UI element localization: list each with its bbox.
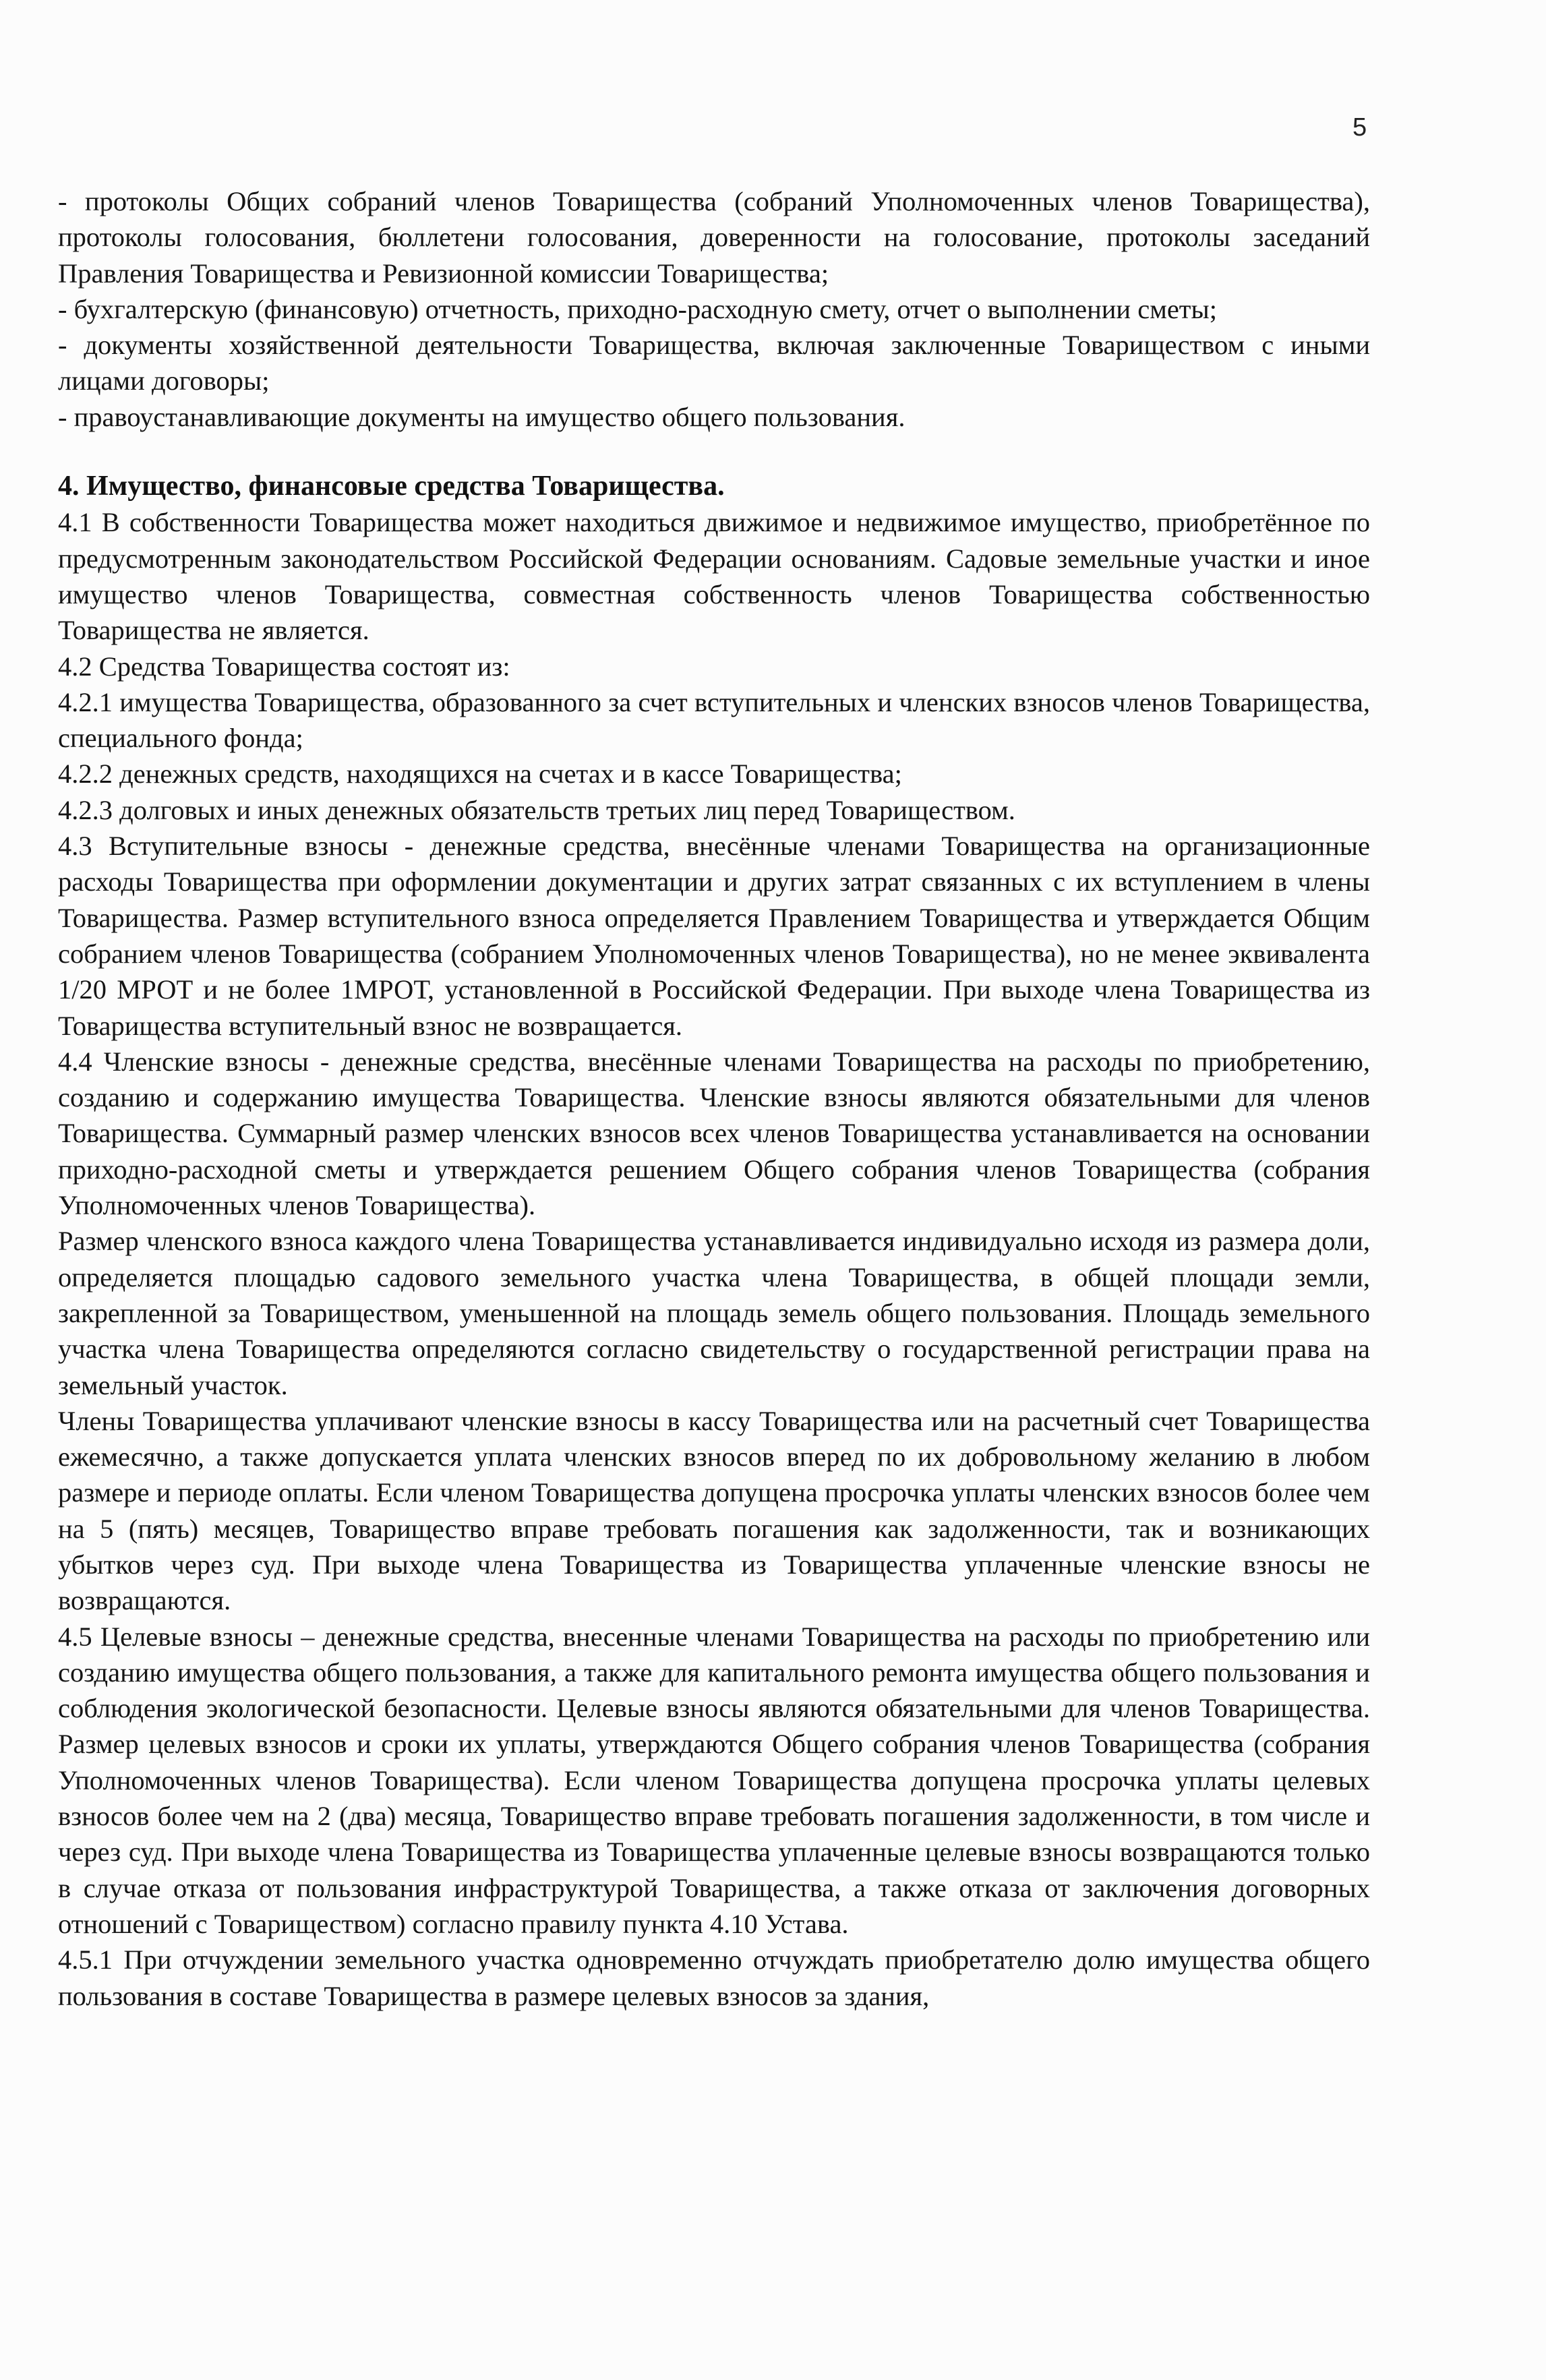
paragraph-4-2-3: 4.2.3 долговых и иных денежных обязательств третьих лиц перед Товариществом. — [58, 794, 1015, 825]
intro-item-accounting: - бухгалтерскую (финансовую) отчетность, приходно-расходную смету, отчет о выполнении сметы; — [58, 293, 1217, 324]
paragraph-4-2-2: 4.2.2 денежных средств, находящихся на счетах и в кассе Товарищества; — [58, 758, 902, 790]
page-number: 5 — [1352, 113, 1367, 142]
paragraph-4-3: 4.3 Вступительные взносы - денежные средства, внесённые членами Товарищества на организационные расходы Товарищества при оформлении документации и других затрат связанных с их вступлением в члены Товарищества. Размер вступительного взноса определяется Правлением Товарищества и утверждается Общим собранием членов Товарищества (собранием Уполномоченных членов Товарищества), но не менее эквивалента 1/20 МРОТ и не более 1МРОТ, установленной в Российской Федерации. При выходе члена Товарищества из Товарищества вступительный взнос не возвращается. — [58, 831, 1370, 1041]
document-body — [58, 183, 1370, 2014]
section-heading: 4. Имущество, финансовые средства Товарищества. — [58, 471, 725, 502]
intro-item-business-documents: - документы хозяйственной деятельности Товарищества, включая заключенные Товариществом с иными лицами договоры; — [58, 330, 1370, 396]
paragraph-4-5-1: 4.5.1 При отчуждении земельного участка одновременно отчуждать приобретателю долю имущества общего пользования в составе Товарищества в размере целевых взносов за здания, — [58, 1944, 1370, 2011]
intro-item-title-documents: - правоустанавливающие документы на имущество общего пользования. — [58, 401, 905, 432]
paragraph-4-2: 4.2 Средства Товарищества состоят из: — [58, 651, 510, 682]
paragraph-4-4: 4.4 Членские взносы - денежные средства, внесённые членами Товарищества на расходы по приобретению, созданию и содержанию имущества Товарищества. Членские взносы являются обязательными для членов Товарищества. Суммарный размер членских взносов всех членов Товарищества устанавливается на основании приходно-расходной сметы и утверждается решением Общего собрания членов Товарищества (собрания Уполномоченных членов Товарищества). — [58, 1046, 1370, 1221]
paragraph-4-5: 4.5 Целевые взносы – денежные средства, внесенные членами Товарищества на расходы по приобретению или созданию имущества общего пользования, а также для капитального ремонта имущества общего пользования и соблюдения экологической безопасности. Целевые взносы являются обязательными для членов Товарищества. Размер целевых взносов и сроки их уплаты, утверждаются Общего собрания членов Товарищества (собрания Уполномоченных членов Товарищества). Если членом Товарищества допущена просрочка уплаты целевых взносов более чем на 2 (два) месяца, Товарищество вправе требовать погашения задолженности, в том числе и через суд. При выходе члена Товарищества из Товарищества уплаченные целевые взносы возвращаются только в случае отказа от пользования инфраструктурой Товарищества, а также отказа от заключения договорных отношений с Товариществом) согласно правилу пункта 4.10 Устава. — [58, 1621, 1370, 1939]
paragraph-4-2-1: 4.2.1 имущества Товарищества, образованного за счет вступительных и членских взносов членов Товарищества, специального фонда; — [58, 686, 1370, 754]
paragraph-membership-fee-size: Размер членского взноса каждого члена Товарищества устанавливается индивидуально исходя из размера доли, определяется площадью садового земельного участка члена Товарищества, в общей площади земли, закрепленной за Товариществом, уменьшенной на площадь земель общего пользования. Площадь земельного участка члена Товарищества определяются согласно свидетельству о государственной регистрации права на земельный участок. — [58, 1226, 1370, 1400]
paragraph-4-1: 4.1 В собственности Товарищества может находиться движимое и недвижимое имущество, приобретённое по предусмотренным законодательством Российской Федерации основаниям. Садовые земельные участки и иное имущество членов Товарищества, совместная собственность членов Товарищества собственностью Товарищества не является. — [58, 507, 1370, 646]
paragraph-membership-fee-payment: Члены Товарищества уплачивают членские взносы в кассу Товарищества или на расчетный счет Товарищества ежемесячно, а также допускается уплата членских взносов вперед по их добровольному желанию в любом размере и периоде оплаты. Если членом Товарищества допущена просрочка уплаты членских взносов более чем на 5 (пять) месяцев, Товарищество вправе требовать погашения как задолженности, так и возникающих убытков через суд. При выходе члена Товарищества из Товарищества уплаченные членские взносы не возвращаются. — [58, 1405, 1370, 1616]
intro-item-protocols: - протоколы Общих собраний членов Товарищества (собраний Уполномоченных членов Товарищества), протоколы голосования, бюллетени голосования, доверенности на голосование, протоколы заседаний Правления Товарищества и Ревизионной комиссии Товарищества; — [58, 186, 1370, 289]
